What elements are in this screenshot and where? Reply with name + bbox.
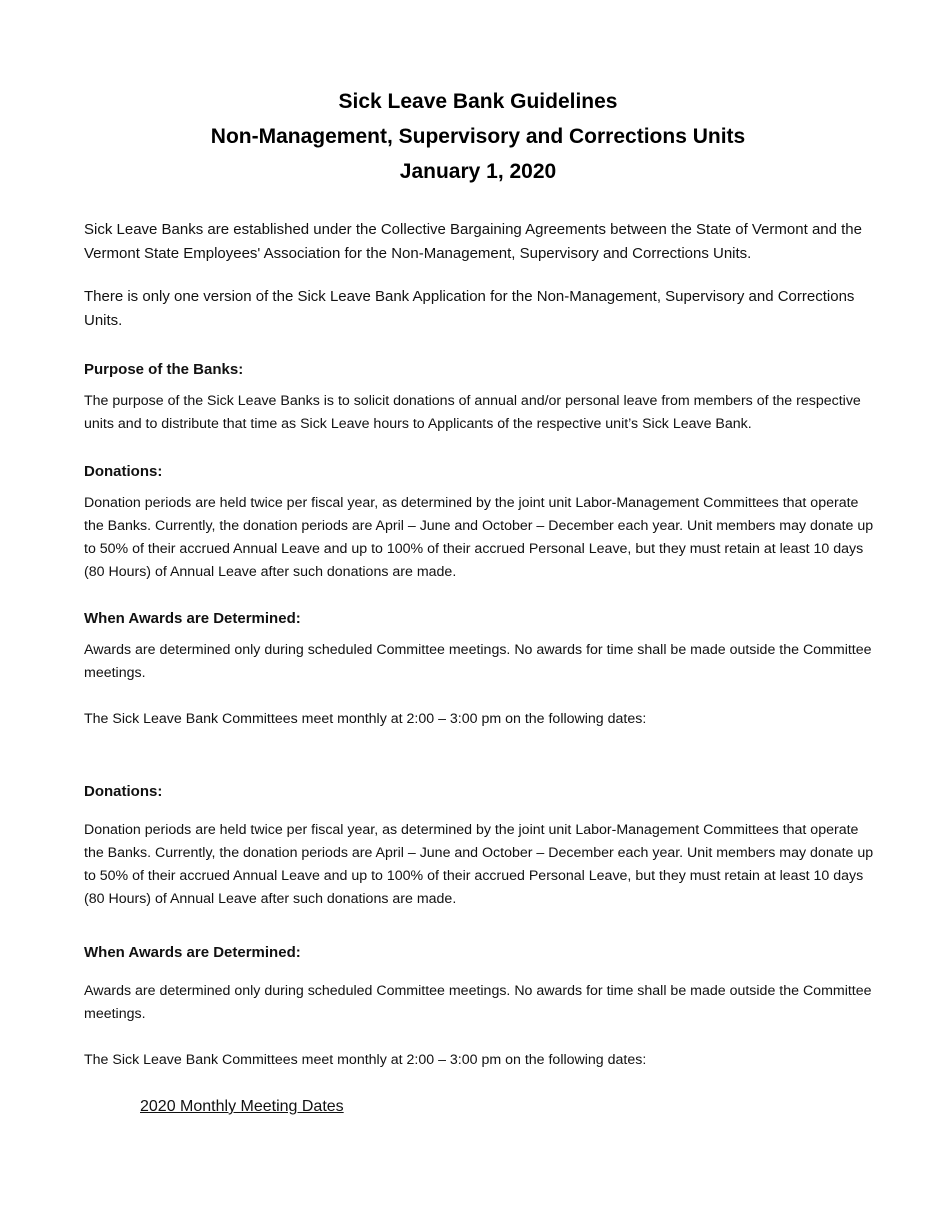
meeting-dates-link[interactable]: 2020 Monthly Meeting Dates [140,1098,344,1115]
awards-heading-2: When Awards are Determined: [84,944,301,961]
purpose-heading: Purpose of the Banks: [84,361,244,378]
meeting-schedule-text-2: The Sick Leave Bank Committees meet monthly at 2:00 – 3:00 pm on the following dates: [84,1052,647,1068]
donations-heading-1: Donations: [84,463,163,480]
meeting-schedule-text-1: The Sick Leave Bank Committees meet monthly at 2:00 – 3:00 pm on the following dates: [84,711,647,727]
donations-paragraph-1: Donation periods are held twice per fiscal year, as determined by the joint unit Labor-Management Committees that operate the Banks. Currently, the donation periods are April – June and October – December each year. Unit members may donate up to 50% of their accrued Annual Leave and up to 100% of their accrued Personal Leave, but they must retain at least 10 days (80 Hours) of Annual Leave after such donations are made. [84,495,874,580]
awards-paragraph-1: Awards are determined only during scheduled Committee meetings. No awards for time shall be made outside the Committee meetings. [84,642,872,681]
donations-heading-2: Donations: [84,783,163,800]
document-title [0,84,950,189]
purpose-paragraph: The purpose of the Sick Leave Banks is to solicit donations of annual and/or personal leave from members of the respective units and to distribute that time as Sick Leave hours to Applicants of the respective unit’s Sick Leave Bank. [84,393,861,432]
intro-paragraph-1: Sick Leave Banks are established under the Collective Bargaining Agreements between the State of Vermont and the Vermont State Employees' Association for the Non-Management, Supervisory and Corrections Units. [84,221,862,262]
intro-paragraph-2: There is only one version of the Sick Leave Bank Application for the Non-Management, Supervisory and Corrections Units. [84,288,855,329]
title-line-2: Non-Management, Supervisory and Corrections Units [210,125,746,148]
donations-paragraph-2: Donation periods are held twice per fiscal year, as determined by the joint unit Labor-Management Committees that operate the Banks. Currently, the donation periods are April – June and October – December each year. Unit members may donate up to 50% of their accrued Annual Leave and up to 100% of their accrued Personal Leave, but they must retain at least 10 days (80 Hours) of Annual Leave after such donations are made. [84,822,874,907]
awards-paragraph-2: Awards are determined only during scheduled Committee meetings. No awards for time shall be made outside the Committee meetings. [84,983,872,1022]
title-line-1: Sick Leave Bank Guidelines [338,90,618,113]
awards-heading-1: When Awards are Determined: [84,610,301,627]
title-date: January 1, 2020 [399,160,557,183]
